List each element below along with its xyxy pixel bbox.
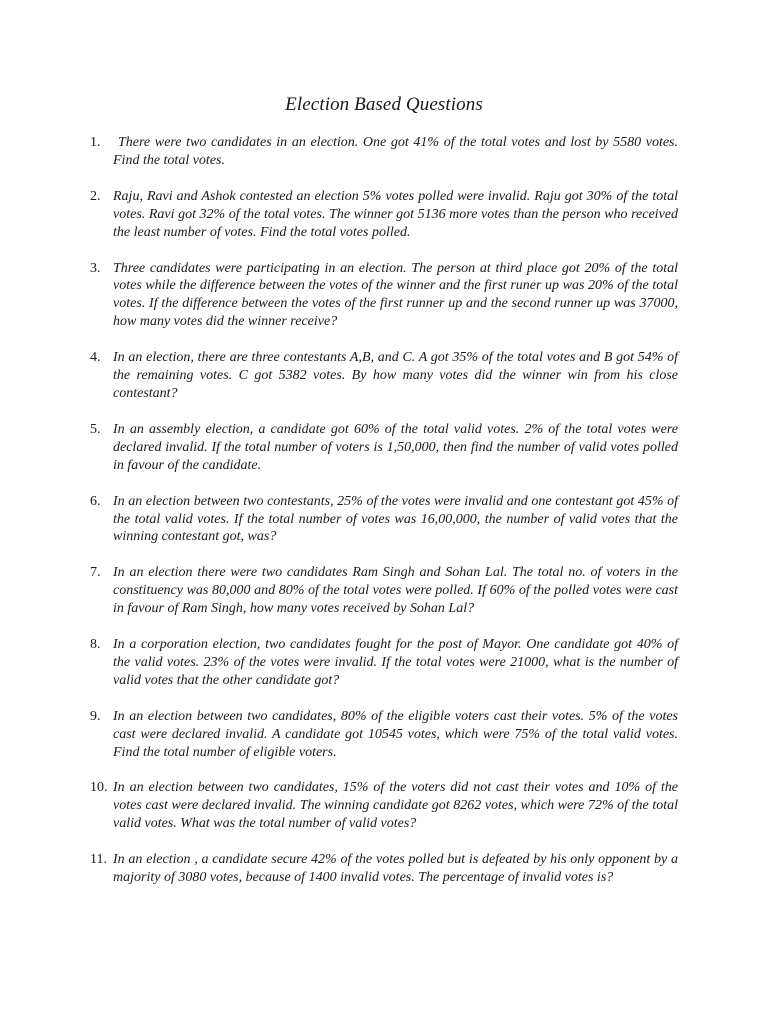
question-number: 11.: [90, 852, 107, 868]
question-text: There were two candidates in an election. One got 41% of the total votes and lost by 5580 votes. Find the total votes.: [113, 135, 678, 168]
question-item: [90, 708, 678, 762]
question-item: [90, 260, 678, 332]
question-number: 8.: [90, 637, 101, 653]
question-text: In an election, there are three contestants A,B, and C. A got 35% of the total votes and B got 54% of the remaining votes. C got 5382 votes. By how many votes did the winner win from his close contestant?: [113, 350, 678, 401]
question-number: 4.: [90, 350, 101, 366]
question-item: [90, 779, 678, 833]
question-text: In an election between two candidates, 80% of the eligible voters cast their votes. 5% of the votes cast were declared invalid. A candidate got 10545 votes, which were 75% of the total valid votes. Find the total number of eligible voters.: [113, 708, 678, 760]
question-text: In an election , a candidate secure 42% of the votes polled but is defeated by his only opponent by a majority of 3080 votes, because of 1400 invalid votes. The percentage of invalid votes is?: [113, 852, 678, 886]
question-number: 1.: [90, 135, 101, 150]
question-item: [90, 421, 678, 475]
question-number: 3.: [90, 260, 101, 276]
question-number: 7.: [90, 565, 101, 581]
question-item: [90, 188, 678, 242]
question-item: [90, 636, 678, 690]
question-number: 5.: [90, 421, 101, 437]
page-title: Election Based Questions: [285, 94, 483, 115]
question-item: [90, 493, 678, 547]
question-item: [90, 349, 678, 403]
question-text: In a corporation election, two candidates fought for the post of Mayor. One candidate got 40% of the valid votes. 23% of the votes were invalid. If the total votes were 21000, what is the number of valid votes that the other candidate got?: [113, 637, 678, 688]
question-text: Raju, Ravi and Ashok contested an election 5% votes polled were invalid. Raju got 30% of the total votes. Ravi got 32% of the total votes. The winner got 5136 more votes than the person who received the least number of votes. Find the total votes polled.: [113, 188, 678, 240]
question-item: [90, 564, 678, 618]
question-number: 6.: [90, 493, 101, 509]
question-text: In an election between two contestants, 25% of the votes were invalid and one contestant got 45% of the total valid votes. If the total number of votes was 16,00,000, the number of valid votes that the winning contestant got, was?: [113, 493, 678, 545]
question-item: [90, 134, 678, 170]
question-text: In an election between two candidates, 15% of the voters did not cast their votes and 10% of the votes cast were declared invalid. The winning candidate got 8262 votes, which were 72% of the total valid votes. What was the total number of valid votes?: [113, 780, 678, 832]
question-text: In an assembly election, a candidate got 60% of the total valid votes. 2% of the total votes were declared invalid. If the total number of voters is 1,50,000, then find the number of valid votes polled in favour of the candidate.: [113, 421, 678, 473]
question-number: 2.: [90, 188, 101, 204]
question-text: In an election there were two candidates Ram Singh and Sohan Lal. The total no. of voters in the constituency was 80,000 and 80% of the total votes were polled. If 60% of the polled votes were cast in favour of Ram Singh, how many votes received by Sohan Lal?: [113, 565, 678, 617]
question-item: [90, 851, 678, 887]
question-list: [90, 134, 678, 905]
question-number: 9.: [90, 708, 101, 724]
question-number: 10.: [90, 780, 108, 796]
question-text: Three candidates were participating in an election. The person at third place got 20% of the total votes while the difference between the votes of the winner and the first runer up was 20% of the total votes. If the difference between the votes of the first runner up and the second runner up was 37000, how many votes did the winner receive?: [113, 260, 678, 330]
